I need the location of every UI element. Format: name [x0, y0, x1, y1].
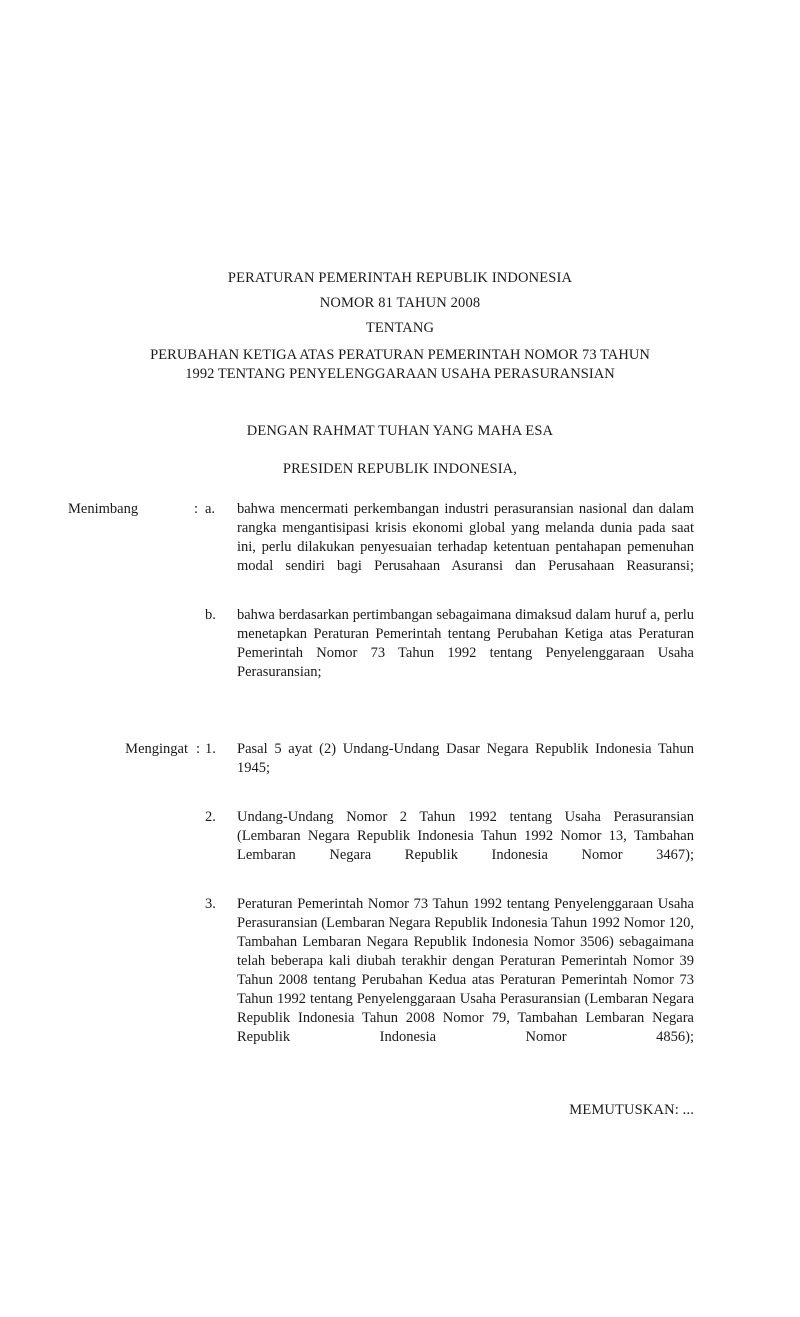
list-item-marker: 2. [205, 809, 216, 825]
tentang-label: TENTANG [365, 320, 435, 336]
list-item [205, 500, 694, 595]
regulation-subject-line-1: PERUBAHAN KETIGA ATAS PERATURAN PEMERINTAH NOMOR 73 TAHUN [150, 347, 650, 363]
menimbang-items [205, 500, 694, 701]
page-title: PERATURAN PEMERINTAH REPUBLIK INDONESIA [227, 270, 573, 286]
mengingat-colon: : [196, 741, 201, 757]
list-item-marker: 1. [205, 741, 216, 757]
regulation-number: NOMOR 81 TAHUN 2008 [319, 295, 481, 311]
regulation-subject-line-2: 1992 TENTANG PENYELENGGARAAN USAHA PERASURANSIAN [185, 366, 615, 382]
menimbang-label: Menimbang [68, 501, 139, 517]
memutuskan-text: MEMUTUSKAN: ... [569, 1102, 694, 1118]
list-item-text: Peraturan Pemerintah Nomor 73 Tahun 1992 tentang Penyelenggaraan Usaha Perasuransian (Lembaran Negara Republik Indonesia Tahun 1992 Nomor 120, Tambahan Lembaran Negara Republik Indonesia Nomor 3506) sebagaimana telah beberapa kali diubah terakhir dengan Peraturan Pemerintah Nomor 39 Tahun 2008 tentang Perubahan Kedua atas Peraturan Pemerintah Nomor 73 Tahun 1992 tentang Penyelenggaraan Usaha Perasuransian (Lembaran Negara Republik Indonesia Tahun 2008 Nomor 79, Tambahan Lembaran Negara Republik Indonesia Nomor 4856); [237, 896, 694, 1045]
mengingat-items [205, 740, 694, 1066]
regulation-subject [100, 346, 700, 384]
authority-text: PRESIDEN REPUBLIK INDONESIA, [282, 461, 518, 477]
document-title-block [100, 266, 700, 384]
mengingat-label: Mengingat [125, 741, 188, 757]
list-item-marker: 3. [205, 896, 216, 912]
list-item-text: bahwa berdasarkan pertimbangan sebagaimana dimaksud dalam huruf a, perlu menetapkan Peraturan Pemerintah tentang Perubahan Ketiga atas Peraturan Pemerintah Nomor 73 Tahun 1992 tentang Penyelenggaraan Usaha Perasuransian; [237, 607, 694, 680]
list-item-marker: a. [205, 501, 216, 517]
list-item [205, 808, 694, 884]
mengingat-section [68, 740, 694, 1066]
list-item [205, 740, 694, 797]
list-item [205, 606, 694, 701]
list-item-marker: b. [205, 607, 216, 623]
list-item-text: bahwa mencermati perkembangan industri perasuransian nasional dan dalam rangka mengantisipasi krisis ekonomi global yang melanda dunia pada saat ini, perlu dilakukan penyesuaian terhadap ketentuan pentahapan pemenuhan modal sendiri bagi Perusahaan Asuransi dan Perusahaan Reasuransi; [237, 501, 694, 574]
list-item [205, 895, 694, 1066]
invocation-text: DENGAN RAHMAT TUHAN YANG MAHA ESA [246, 423, 554, 439]
list-item-text: Undang-Undang Nomor 2 Tahun 1992 tentang Usaha Perasuransian (Lembaran Negara Republik Indonesia Tahun 1992 Nomor 13, Tambahan Lembaran Negara Republik Indonesia Nomor 3467); [237, 809, 694, 863]
list-item-text: Pasal 5 ayat (2) Undang-Undang Dasar Negara Republik Indonesia Tahun 1945; [237, 741, 694, 776]
menimbang-section [68, 500, 694, 701]
menimbang-colon: : [194, 501, 199, 517]
